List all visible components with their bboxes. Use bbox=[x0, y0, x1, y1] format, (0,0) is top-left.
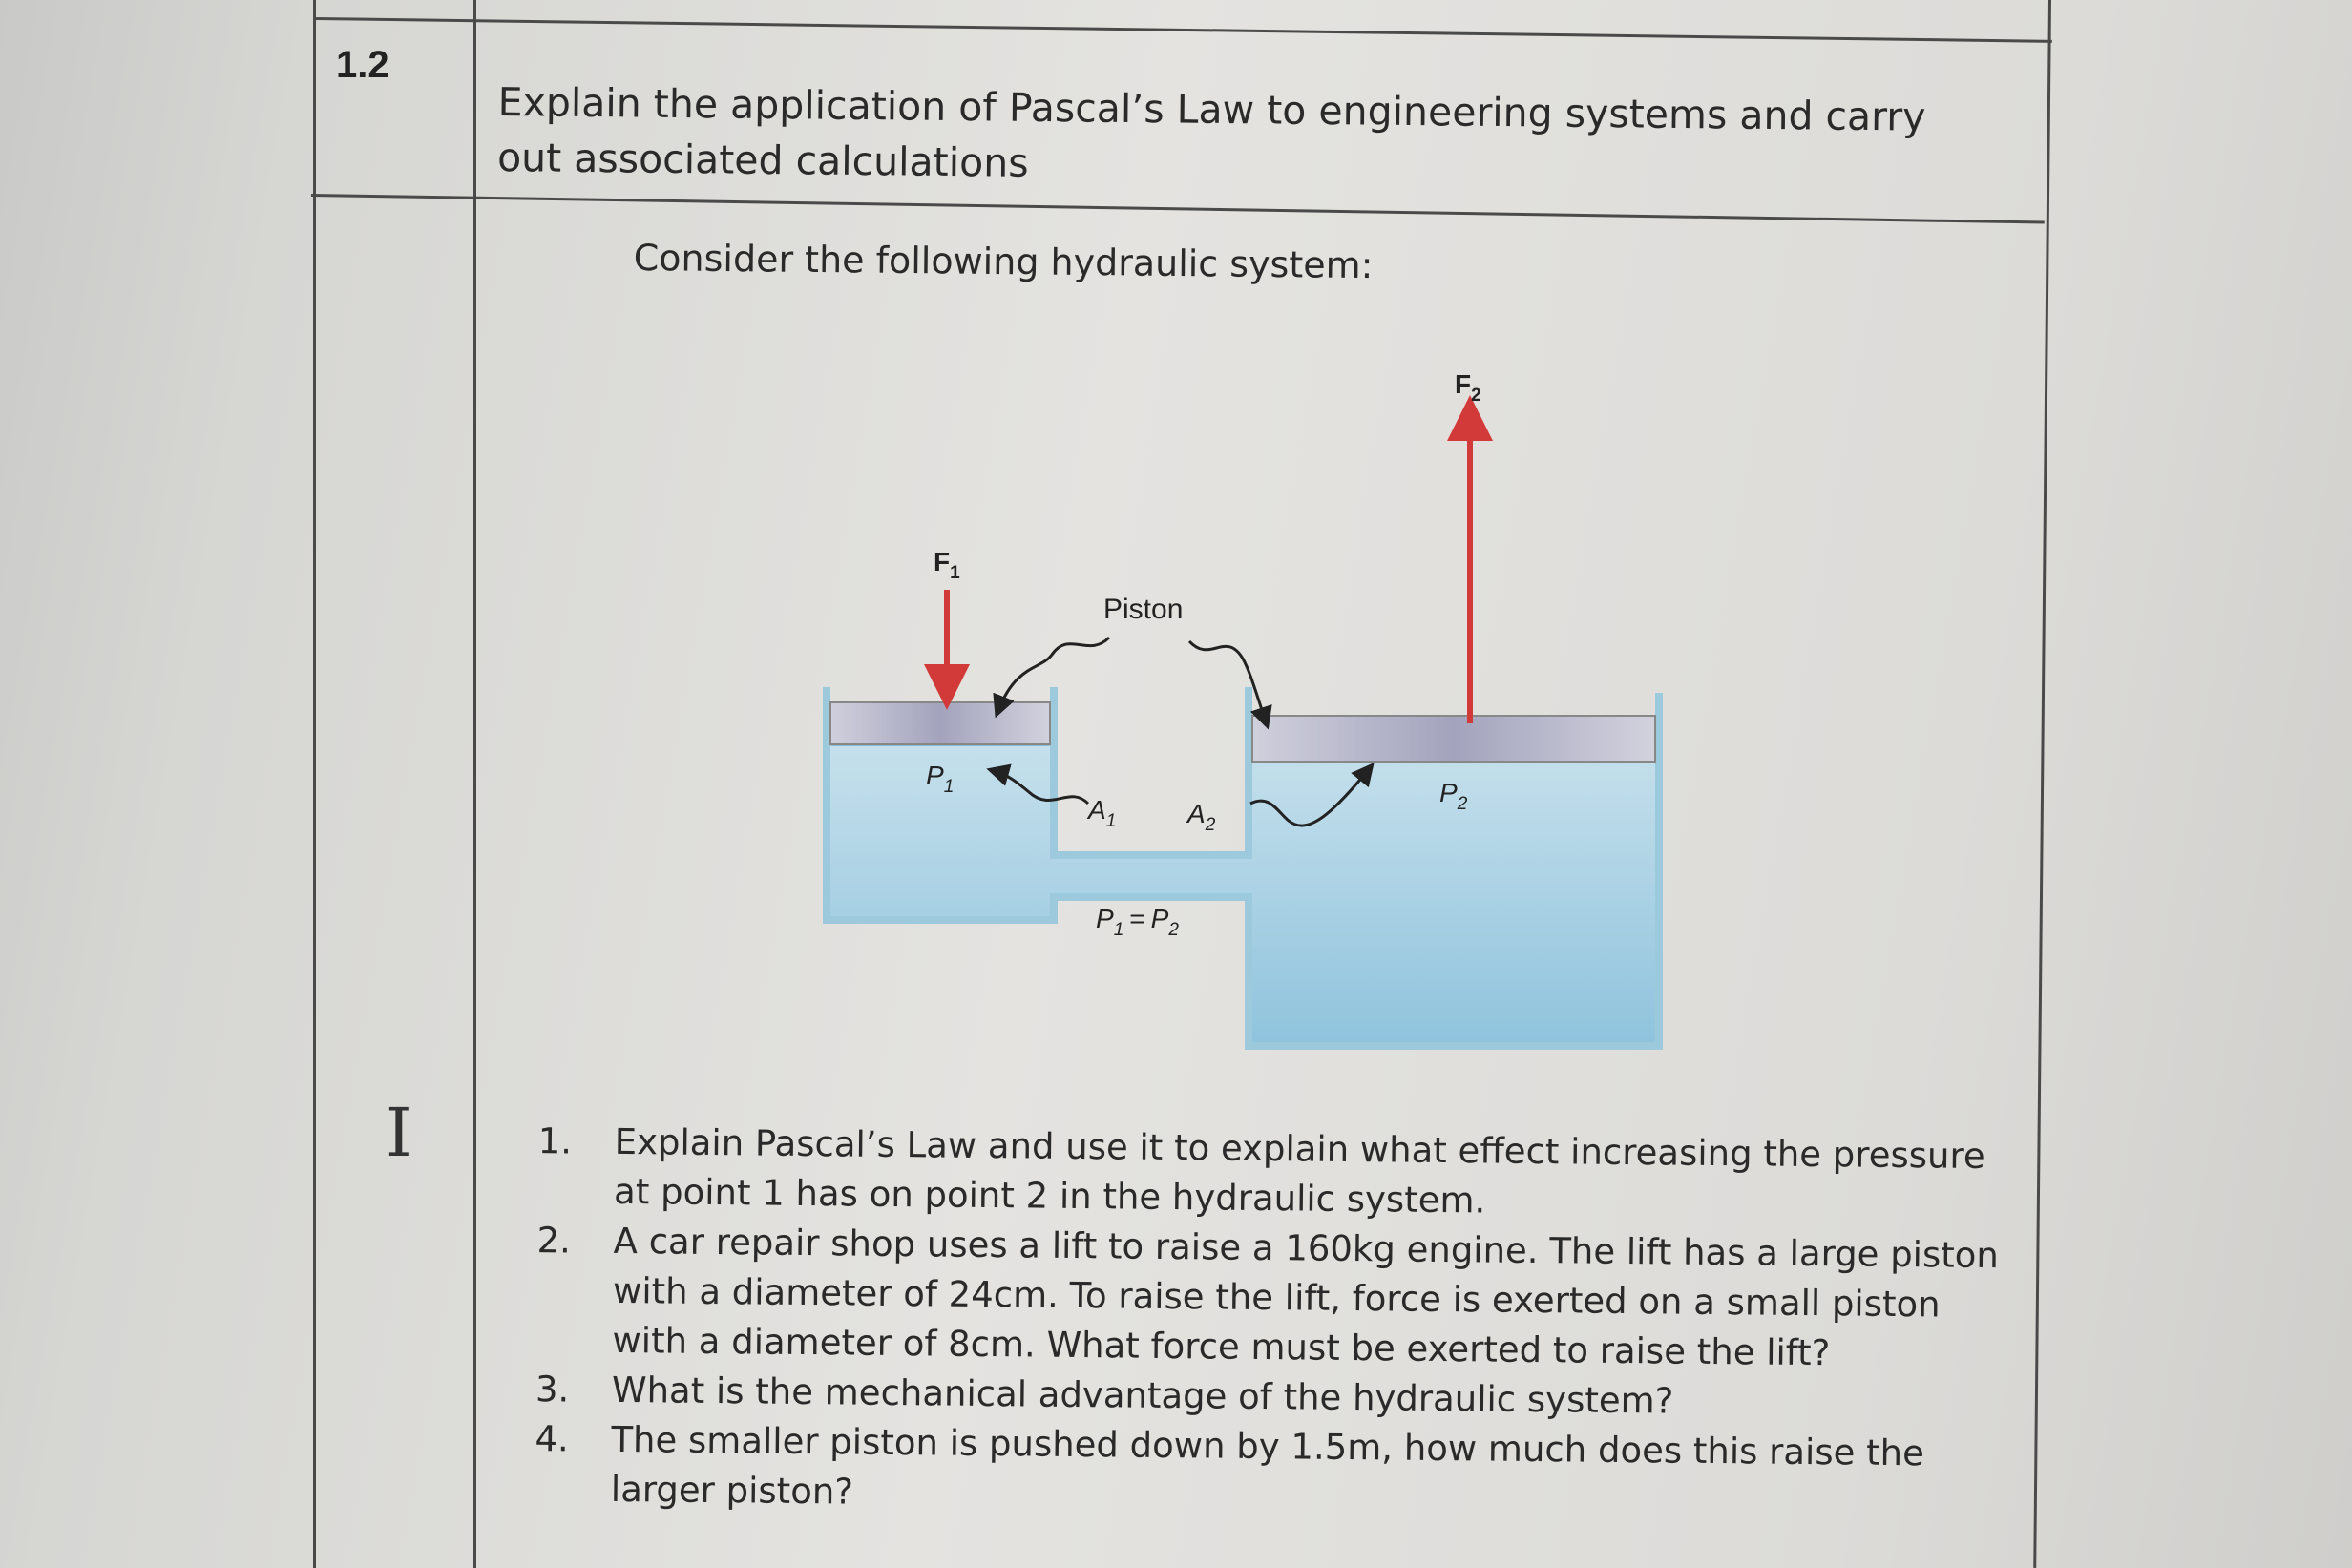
text-cursor-icon: I bbox=[386, 1094, 412, 1172]
list-item bbox=[530, 1117, 2020, 1231]
pressure-equality-label: $P_1 = P_2$ bbox=[1096, 904, 1179, 940]
pressure-1-label: $P_1$ bbox=[926, 761, 955, 797]
column-divider bbox=[473, 0, 476, 1568]
piston-label: Piston bbox=[1103, 594, 1184, 625]
question-number: 1.2 bbox=[336, 44, 389, 86]
list-item bbox=[527, 1414, 2017, 1529]
piston-pointer-right bbox=[1189, 641, 1266, 721]
item-number: 2. bbox=[536, 1220, 572, 1262]
large-piston bbox=[1252, 716, 1655, 762]
force-1-label: $F_1$ bbox=[934, 547, 960, 583]
right-border bbox=[2033, 0, 2051, 1568]
item-text: A car repair shop uses a lift to raise a 160kg engine. The lift has a large piston with a diameter of 24cm. To raise the lift, force is exerted on a small piston with a diameter of 8cm. What force must be exerted to raise the lift? bbox=[612, 1220, 2000, 1374]
item-text: Explain Pascal’s Law and use it to explain what effect increasing the pressure at point 1 has on point 2 in the hydraulic system. bbox=[613, 1120, 1985, 1222]
question-heading: Explain the application of Pascal’s Law to engineering systems and carry out associated calculations bbox=[496, 78, 1926, 186]
item-number: 4. bbox=[535, 1418, 570, 1460]
left-border bbox=[313, 0, 316, 1568]
pressure-2-label: $P_2$ bbox=[1439, 778, 1468, 814]
small-piston bbox=[830, 702, 1050, 744]
item-text: What is the mechanical advantage of the hydraulic system? bbox=[611, 1369, 1674, 1422]
item-text: The smaller piston is pushed down by 1.5m, how much does this raise the larger piston? bbox=[610, 1418, 1925, 1513]
area-2-label: $A_2$ bbox=[1187, 799, 1216, 835]
hydraulic-system-diagram bbox=[802, 344, 1680, 1069]
force-2-label: $F_2$ bbox=[1455, 369, 1481, 406]
item-number: 1. bbox=[537, 1120, 573, 1162]
item-number: 3. bbox=[535, 1369, 570, 1411]
question-list bbox=[527, 1117, 2020, 1529]
list-item bbox=[528, 1216, 2019, 1380]
intro-text: Consider the following hydraulic system: bbox=[633, 237, 1374, 287]
table-top-border bbox=[315, 17, 2052, 43]
area-1-label: $A_1$ bbox=[1088, 795, 1117, 831]
